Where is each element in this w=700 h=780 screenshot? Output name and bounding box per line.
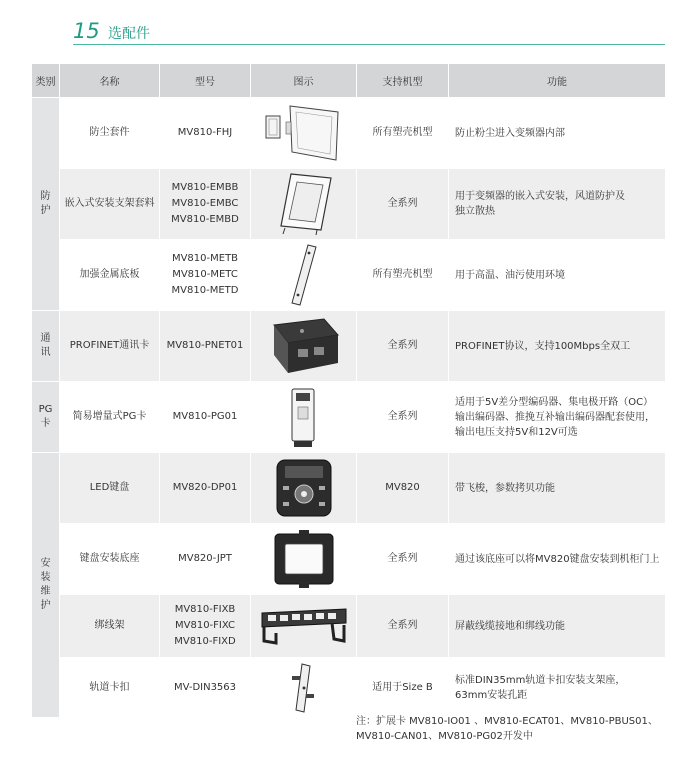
function-line: 63mm安装孔距 <box>455 689 528 701</box>
model-line: MV810-FIXC <box>175 620 235 631</box>
item-model <box>160 453 251 524</box>
item-model <box>160 98 251 169</box>
table-row <box>32 382 666 453</box>
table-row <box>32 169 666 240</box>
function-line: 输出电压支持5V和12V可选 <box>455 426 578 438</box>
model-line: MV810-EMBB <box>171 182 239 193</box>
item-function <box>449 311 666 382</box>
category-char: 护 <box>40 600 51 611</box>
accessories-table <box>31 63 666 718</box>
function-line: 屏蔽线缆接地和绑线功能 <box>455 620 565 632</box>
model-line: MV810-FIXB <box>174 604 236 615</box>
item-model <box>160 524 251 595</box>
item-model <box>160 169 251 240</box>
footnote <box>356 714 676 744</box>
table-row <box>32 98 666 169</box>
item-model <box>160 311 251 382</box>
model-line: MV810-EMBD <box>171 214 239 225</box>
item-function <box>449 382 666 453</box>
header-name: 名称 <box>60 64 160 98</box>
section-header <box>73 19 665 47</box>
item-function <box>449 169 666 240</box>
category-char: 安 <box>40 558 51 569</box>
item-function <box>449 453 666 524</box>
keypad-base-image <box>251 524 357 595</box>
item-name: PROFINET通讯卡 <box>60 311 160 382</box>
embedded-bracket-image <box>251 169 357 240</box>
item-support: 所有塑壳机型 <box>357 240 449 311</box>
model-line: MV820-JPT <box>178 553 232 564</box>
item-model <box>160 658 251 718</box>
category-char: 讯 <box>40 347 51 358</box>
function-line: 用于高温、油污使用环境 <box>455 269 565 281</box>
model-line: MV810-METB <box>171 253 239 264</box>
category-installation-maintenance <box>32 453 60 718</box>
model-line: MV820-DP01 <box>172 482 238 493</box>
category-communication <box>32 311 60 382</box>
function-line: 带飞梭，参数拷贝功能 <box>455 482 555 494</box>
model-line: MV810-METC <box>172 269 238 280</box>
item-name: 嵌入式安装支架套料 <box>60 169 160 240</box>
item-support: 适用于Size B <box>357 658 449 718</box>
item-name: 防尘套件 <box>60 98 160 169</box>
header-illustration: 图示 <box>251 64 357 98</box>
item-support: 所有塑壳机型 <box>357 98 449 169</box>
footnote-line: 注：扩展卡 MV810-IO01 、MV810-ECAT01、MV810-PBUS01、 <box>356 716 658 727</box>
cable-tie-rack-image <box>251 595 357 658</box>
category-char: 通 <box>40 333 51 344</box>
function-line: 独立散热 <box>455 206 495 217</box>
function-line: 输出编码器、推挽互补输出编码器配套使用， <box>455 411 655 423</box>
table-row <box>32 453 666 524</box>
item-model <box>160 240 251 311</box>
category-char: PG <box>38 404 53 415</box>
item-model <box>160 595 251 658</box>
item-support: 全系列 <box>357 382 449 453</box>
category-protection <box>32 98 60 311</box>
table-row <box>32 595 666 658</box>
header-function: 功能 <box>449 64 666 98</box>
item-name: 键盘安装底座 <box>60 524 160 595</box>
item-support: 全系列 <box>357 595 449 658</box>
model-line: MV810-PG01 <box>172 411 238 422</box>
item-function <box>449 595 666 658</box>
section-title: 选配件 <box>108 26 150 42</box>
item-name: 加强金属底板 <box>60 240 160 311</box>
model-line: MV810-FHJ <box>177 127 233 138</box>
table-row <box>32 311 666 382</box>
model-line: MV810-METD <box>171 285 239 296</box>
table-row <box>32 658 666 718</box>
section-number: 15 <box>73 19 100 43</box>
header-supported-models: 支持机型 <box>357 64 449 98</box>
item-function <box>449 240 666 311</box>
item-name: 简易增量式PG卡 <box>60 382 160 453</box>
header-category: 类别 <box>32 64 60 98</box>
function-line: 适用于5V差分型编码器、集电极开路（OC） <box>455 396 654 408</box>
function-line: 标准DIN35mm轨道卡扣安装支架座， <box>455 674 626 686</box>
model-line: MV810-PNET01 <box>166 340 244 351</box>
item-name: LED键盘 <box>60 453 160 524</box>
category-char: 护 <box>40 205 51 216</box>
category-char: 防 <box>40 191 51 202</box>
category-pg-card <box>32 382 60 453</box>
din-rail-clip-image <box>251 658 357 718</box>
profinet-card-image <box>251 311 357 382</box>
function-line: PROFINET协议，支持100Mbps全双工 <box>455 340 631 352</box>
model-line: MV810-FIXD <box>174 636 236 647</box>
table-header-row <box>32 64 666 98</box>
item-support: 全系列 <box>357 311 449 382</box>
dust-cover-kit-image <box>251 98 357 169</box>
pg-card-image <box>251 382 357 453</box>
item-support: 全系列 <box>357 169 449 240</box>
item-function <box>449 524 666 595</box>
led-keypad-image <box>251 453 357 524</box>
category-char: 卡 <box>40 418 51 429</box>
category-char: 装 <box>40 572 51 583</box>
section-divider <box>73 44 665 45</box>
item-support: MV820 <box>357 453 449 524</box>
table-row <box>32 524 666 595</box>
table-row <box>32 240 666 311</box>
item-support: 全系列 <box>357 524 449 595</box>
model-line: MV-DIN3563 <box>173 681 237 693</box>
function-line: 用于变频器的嵌入式安装，风道防护及 <box>455 191 625 202</box>
footnote-line: MV810-CAN01、MV810-PG02开发中 <box>356 731 533 742</box>
item-function <box>449 98 666 169</box>
item-name: 绑线架 <box>60 595 160 658</box>
item-function <box>449 658 666 718</box>
function-line: 防止粉尘进入变频器内部 <box>455 127 565 139</box>
item-model <box>160 382 251 453</box>
function-line: 通过该底座可以将MV820键盘安装到机柜门上 <box>455 553 660 565</box>
item-name: 轨道卡扣 <box>60 658 160 718</box>
metal-base-plate-image <box>251 240 357 311</box>
category-char: 维 <box>40 586 51 597</box>
header-model: 型号 <box>160 64 251 98</box>
model-line: MV810-EMBC <box>171 198 239 209</box>
